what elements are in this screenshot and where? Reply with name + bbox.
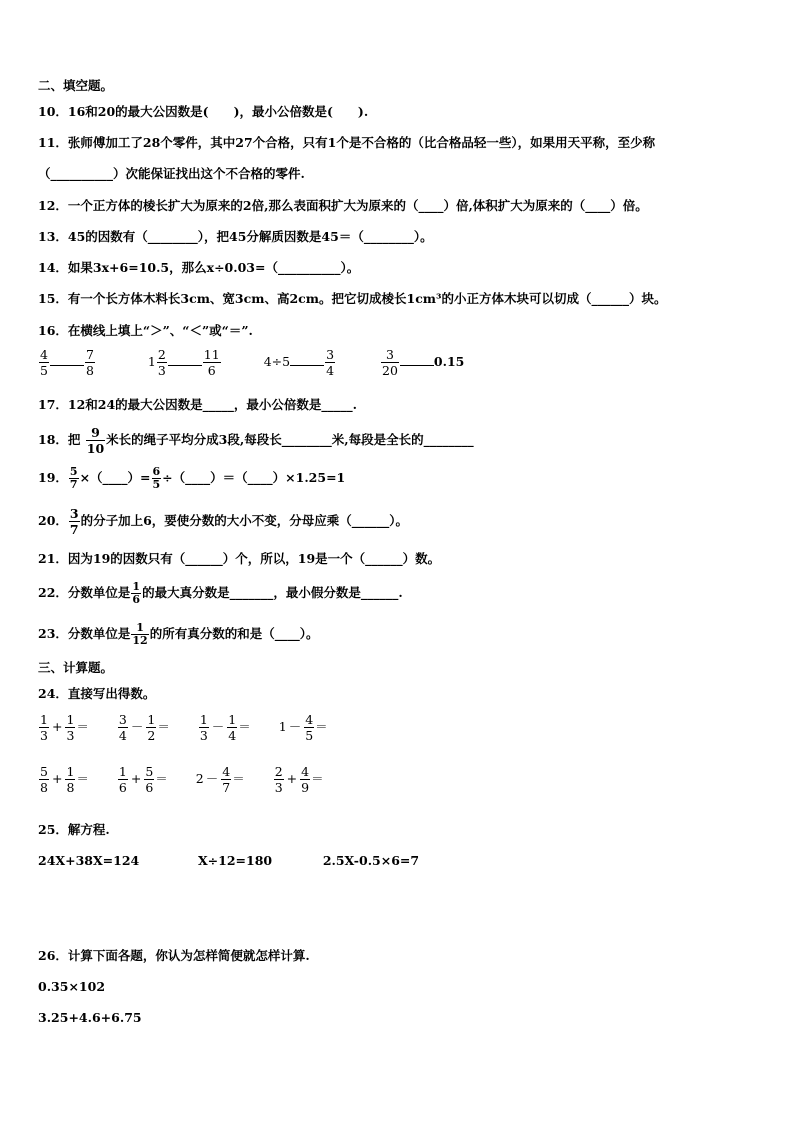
q24-item-1: $\frac{1}{3}$ + $\frac{1}{3}$ ＝ [40, 712, 89, 743]
question-19: 19． $\frac{5}{7}$ ×（____）= $\frac{6}{5}$ ÷（____）＝（____）×1.25=1 [38, 465, 346, 491]
q16-item-a: $\frac{4}{5}$ $\frac{7}{8}$ [40, 347, 94, 378]
question-24-title: 24．直接写出得数。 [38, 686, 156, 701]
question-11-line1: 11．张师傅加工了28个零件，其中27个合格，只有1个是不合格的（比合格品轻一些），如果用天平称，至少称 [38, 135, 656, 150]
q24-item-4: 1 － $\frac{4}{5}$ ＝ [278, 712, 328, 743]
q24-item-2: $\frac{3}{4}$ － $\frac{1}{2}$ ＝ [118, 712, 170, 743]
question-16-stem: 16．在横线上填上“＞”、“＜”或“＝”. [38, 323, 253, 338]
q16-item-b: 1 $\frac{2}{3}$ $\frac{11}{6}$ [147, 347, 220, 378]
q24-item-8: $\frac{2}{3}$ + $\frac{4}{9}$ ＝ [274, 764, 324, 795]
q24-item-6: $\frac{1}{6}$ + $\frac{5}{6}$ ＝ [118, 764, 168, 795]
question-23: 23．分数单位是 $\frac{1}{12}$ 的所有真分数的和是（____）。 [38, 621, 319, 647]
section-title-calculation: 三、计算题。 [38, 660, 114, 675]
answer-blank[interactable] [168, 353, 202, 366]
question-24-row-2 [38, 764, 324, 795]
q24-item-3: $\frac{1}{3}$ － $\frac{1}{4}$ ＝ [199, 712, 251, 743]
question-15: 15．有一个长方体木料长3cm、宽3cm、高2cm。把它切成棱长1cm³的小正方体木块可以切成（______）块。 [38, 291, 667, 306]
equation-2: X÷12=180 [197, 853, 273, 868]
question-26-title: 26．计算下面各题，你认为怎样简便就怎样计算. [38, 948, 310, 963]
answer-blank[interactable] [290, 353, 324, 366]
question-12: 12．一个正方体的棱长扩大为原来的2倍,那么表面积扩大为原来的（____）倍,体积扩大为原来的（____）倍。 [38, 198, 648, 213]
question-18: 18．把 $\frac{9}{10}$ 米长的绳子平均分成3段,每段长________米,每段是全长的________ [38, 425, 474, 456]
question-25-title: 25．解方程. [38, 822, 110, 837]
question-16-items [38, 347, 464, 378]
q16-item-c: 4÷5 $\frac{3}{4}$ [263, 347, 335, 378]
answer-blank[interactable] [400, 353, 434, 366]
equation-1: 24X+38X=124 [38, 853, 140, 868]
question-25-equations [38, 853, 419, 869]
question-11-line2: （__________）次能保证找出这个不合格的零件. [38, 166, 305, 181]
equation-3: 2.5X-0.5×6=7 [322, 853, 420, 868]
question-17: 17．12和24的最大公因数是_____，最小公倍数是_____. [38, 397, 358, 412]
question-13: 13．45的因数有（________），把45分解质因数是45＝（________）。 [38, 229, 433, 244]
question-20: 20． $\frac{3}{7}$ 的分子加上6，要使分数的大小不变，分母应乘（______）。 [38, 506, 409, 537]
question-14: 14．如果3x+6=10.5，那么x÷0.03=（__________）。 [38, 260, 360, 275]
answer-blank[interactable] [50, 353, 84, 366]
section-title-fill-in: 二、填空题。 [38, 78, 114, 93]
q24-item-7: 2 － $\frac{4}{7}$ ＝ [195, 764, 245, 795]
question-24-row-1 [38, 712, 328, 743]
question-21: 21．因为19的因数只有（______）个，所以，19是一个（______）数。 [38, 551, 441, 566]
question-10: 10．16和20的最大公因数是( )，最小公倍数是( ). [38, 104, 369, 119]
question-26-a: 0.35×102 [38, 979, 106, 994]
question-22: 22．分数单位是 $\frac{1}{6}$ 的最大真分数是_______，最小假分数是______. [38, 580, 403, 606]
q24-item-5: $\frac{5}{8}$ + $\frac{1}{8}$ ＝ [40, 764, 89, 795]
q16-item-d: $\frac{3}{20}$ 0.15 [382, 347, 465, 378]
question-26-b: 3.25+4.6+6.75 [38, 1010, 142, 1025]
